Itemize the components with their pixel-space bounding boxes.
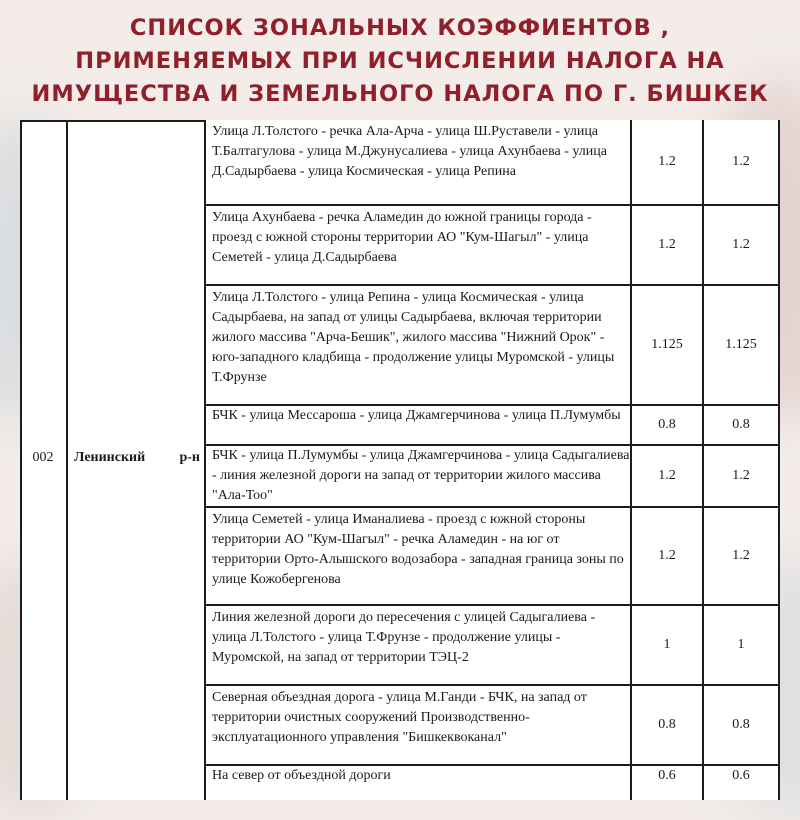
zone-boundary-text: Северная объездная дорога - улица М.Ганди - БЧК, на запад от территории очистных сооружений Производственно-эксплуатационного управления "Бишкеквоканал"	[212, 690, 587, 745]
district-name-word: Ленинский	[74, 450, 146, 465]
coefficient-value: 0.8	[658, 417, 676, 432]
table-column-divider	[66, 120, 68, 800]
coefficient-value: 1	[737, 637, 745, 652]
coefficient-value: 1	[663, 637, 671, 652]
coefficient-value: 1.125	[725, 337, 757, 352]
header	[0, 0, 800, 122]
zone-boundary-text: Линия железной дороги до пересечения с улицей Садыгалиева - улица Л.Толстого - улица Т.Фрунзе - продолжение улицы - Муромской, на запад от территории ТЭЦ-2	[212, 610, 596, 665]
coefficient-value: 0.6	[658, 768, 676, 783]
zone-boundary-text: Улица Л.Толстого - улица Репина - улица Космическая - улица Садырбаева, на запад от улицы Садырбаева, включая территории жилого массива "Арча-Бешик", жилого массива "Нижний Орок" - юго-западного кладбища - продолжение улицы Муромской - улицы Т.Фрунзе	[212, 290, 615, 385]
table-row	[206, 446, 780, 508]
zone-boundary-text: Улица Семетей - улица Иманалиева - проезд с южной стороны территории АО "Кум-Шагыл" - речка Аламедин - на юг от территории Орто-Алышского водозабора - западная граница зоны по улице Кожобергенова	[212, 512, 624, 587]
zone-boundary-text: Улица Ахунбаева - речка Аламедин до южной границы города - проезд с южной стороны территории АО "Кум-Шагыл" - улица Семетей - улица Д.Садырбаева	[212, 210, 592, 265]
table-row	[206, 508, 780, 606]
table-row	[206, 206, 780, 286]
table-row	[206, 406, 780, 446]
coefficient-value: 1.2	[658, 468, 676, 483]
coefficient-value: 1.2	[732, 237, 750, 252]
coefficient-value: 0.8	[658, 717, 676, 732]
zone-boundary-text: Улица Л.Толстого - речка Ала-Арча - улица Ш.Руставели - улица Т.Балтагулова - улица М.Джунусалиева - улица Ахунбаева - улица Д.Садырбаева - улица Космическая - улица Репина	[212, 124, 607, 179]
coefficient-value: 1.2	[658, 237, 676, 252]
coefficient-value: 1.2	[658, 548, 676, 563]
document-table	[20, 120, 780, 800]
district-code: 002	[32, 450, 54, 465]
table-row	[206, 120, 780, 206]
coefficient-value: 1.125	[651, 337, 683, 352]
district-name-word: р-н	[179, 450, 200, 465]
coefficient-value: 1.2	[732, 154, 750, 169]
table-row	[206, 286, 780, 406]
zone-boundary-text: БЧК - улица Мессароша - улица Джамгерчинова - улица П.Лумумбы	[212, 408, 621, 423]
coefficient-value: 1.2	[732, 468, 750, 483]
table-row	[206, 686, 780, 766]
zone-boundary-text: На север от объездной дороги	[212, 768, 391, 783]
coefficient-value: 0.8	[732, 717, 750, 732]
district-name	[70, 450, 204, 466]
coefficient-value: 0.8	[732, 417, 750, 432]
table-row	[206, 766, 780, 800]
table-border-top	[20, 120, 206, 122]
page-title: СПИСОК ЗОНАЛЬНЫХ КОЭФФИЕНТОВ , ПРИМЕНЯЕМЫХ ПРИ ИСЧИСЛЕНИИ НАЛОГА НА ИМУЩЕСТВА И ЗЕМЕЛЬНОГО НАЛОГА ПО Г. БИШКЕК	[31, 14, 769, 107]
coefficient-value: 1.2	[658, 154, 676, 169]
table-row	[206, 606, 780, 686]
table-border-right	[778, 120, 780, 800]
zone-boundary-text: БЧК - улица П.Лумумбы - улица Джамгерчинова - улица Садыгалиева - линия железной дороги на запад от территории жилого массива "Ала-Тоо"	[212, 448, 630, 503]
coefficient-value: 0.6	[732, 768, 750, 783]
coefficient-value: 1.2	[732, 548, 750, 563]
